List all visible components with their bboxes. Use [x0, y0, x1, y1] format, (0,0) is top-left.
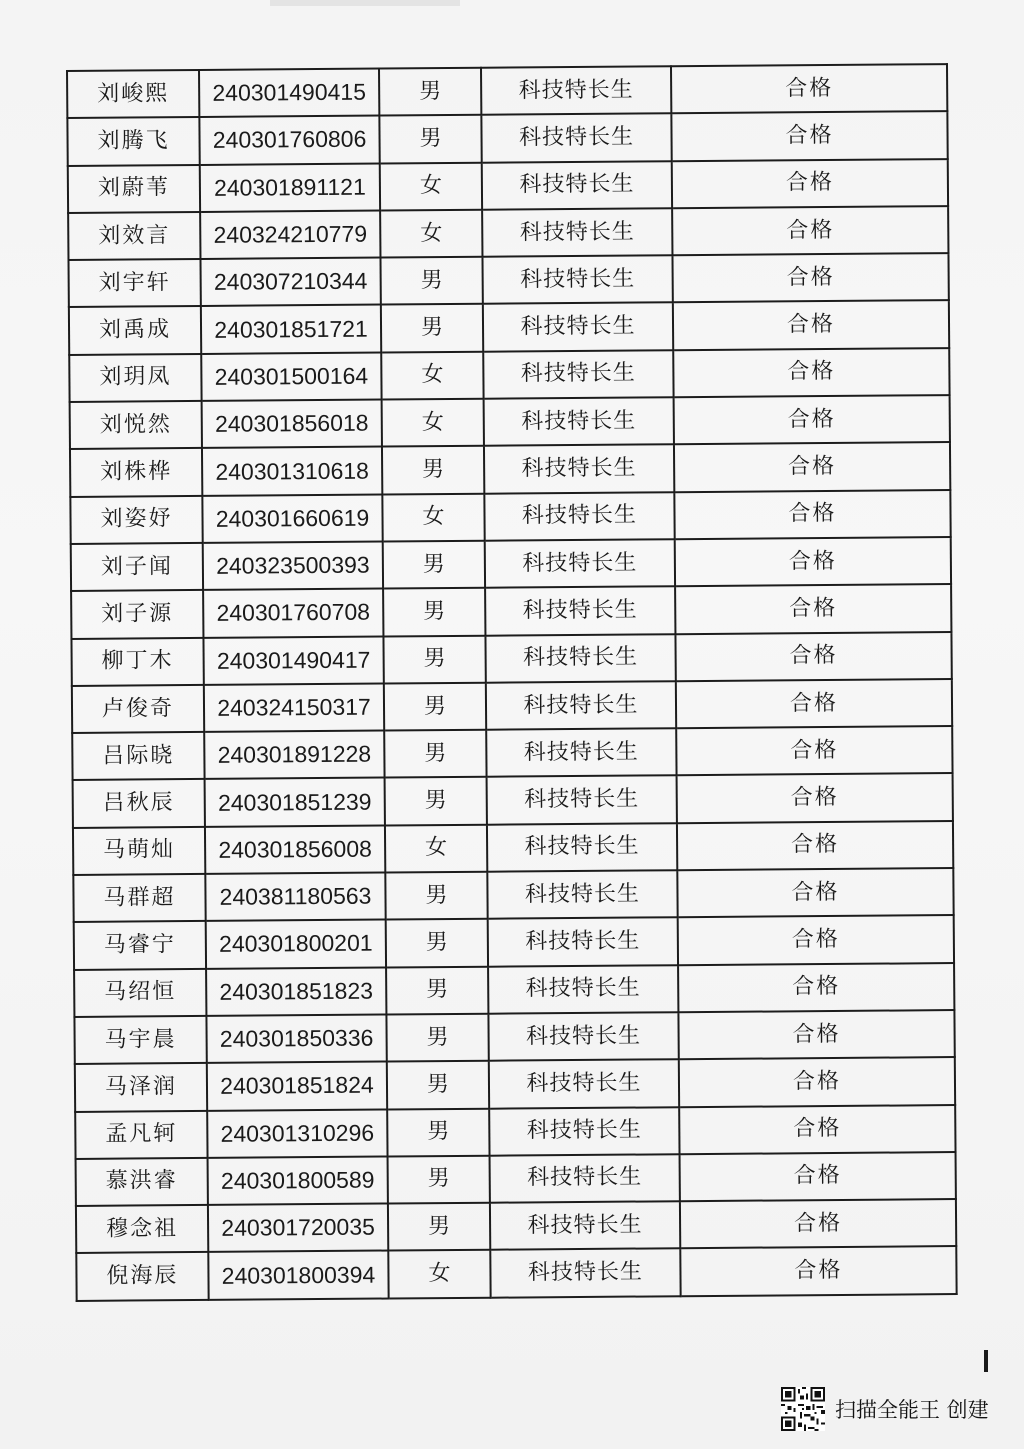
table-row [67, 111, 947, 165]
table-row [75, 1105, 955, 1159]
gender: 男 [381, 304, 483, 352]
table-row [69, 301, 949, 355]
result: 合格 [677, 821, 953, 870]
gender: 女 [381, 352, 483, 400]
category: 科技特长生 [485, 539, 675, 588]
exam-number: 240301760708 [203, 589, 383, 638]
result: 合格 [678, 915, 954, 964]
result: 合格 [672, 253, 948, 302]
student-name: 刘蔚苇 [68, 165, 200, 213]
category: 科技特长生 [482, 161, 672, 210]
category: 科技特长生 [490, 1201, 680, 1250]
table-row [76, 1199, 956, 1253]
exam-number: 240324210779 [200, 210, 380, 259]
table-row [70, 395, 950, 449]
result: 合格 [675, 632, 951, 681]
result: 合格 [672, 159, 948, 208]
result: 合格 [674, 395, 950, 444]
exam-number: 240301856008 [205, 825, 385, 874]
table-row [71, 632, 951, 686]
table-row [73, 774, 953, 828]
exam-number: 240301490417 [203, 636, 383, 685]
result: 合格 [679, 1057, 955, 1106]
student-name: 吕秋辰 [73, 779, 205, 827]
exam-number: 240301490415 [199, 69, 379, 118]
table-row [69, 348, 949, 402]
gender: 男 [379, 68, 481, 116]
table-row [72, 679, 952, 733]
result: 合格 [678, 963, 954, 1012]
category: 科技特长生 [482, 208, 672, 257]
exam-number: 240301851824 [207, 1062, 387, 1111]
exam-number: 240301891228 [204, 731, 384, 780]
student-name: 柳丁木 [71, 638, 203, 686]
gender: 女 [388, 1250, 490, 1298]
qr-code-icon [781, 1387, 825, 1431]
table-row [74, 915, 954, 969]
gender: 男 [384, 683, 486, 731]
student-name: 刘子源 [71, 590, 203, 638]
gender: 男 [379, 115, 481, 163]
category: 科技特长生 [486, 728, 676, 777]
result: 合格 [678, 1010, 954, 1059]
scanner-watermark [781, 1387, 989, 1431]
gender: 男 [383, 541, 485, 589]
student-name: 马泽润 [75, 1063, 207, 1111]
table-row [76, 1246, 956, 1300]
exam-number: 240301660619 [202, 494, 382, 543]
student-name: 马宇晨 [74, 1016, 206, 1064]
exam-number: 240301800201 [206, 920, 386, 969]
category: 科技特长生 [483, 303, 673, 352]
exam-number: 240301851721 [201, 305, 381, 354]
result: 合格 [675, 537, 951, 586]
result: 合格 [671, 111, 947, 160]
table-row [74, 963, 954, 1017]
result: 合格 [679, 1105, 955, 1154]
exam-number: 240301800589 [208, 1156, 388, 1205]
exam-number: 240301851239 [205, 778, 385, 827]
student-name: 刘腾飞 [67, 117, 199, 165]
student-name: 刘峻熙 [67, 70, 199, 118]
table-row [71, 584, 951, 638]
table-row [67, 64, 947, 118]
student-name: 吕际晓 [72, 732, 204, 780]
student-name: 穆念祖 [76, 1205, 208, 1253]
table-row [70, 442, 950, 496]
result: 合格 [675, 584, 951, 633]
exam-number: 240301500164 [201, 352, 381, 401]
category: 科技特长生 [487, 823, 677, 872]
category: 科技特长生 [486, 681, 676, 730]
exam-number: 240301760806 [199, 116, 379, 165]
table-row [73, 821, 953, 875]
table-row [70, 490, 950, 544]
category: 科技特长生 [487, 870, 677, 919]
result: 合格 [674, 442, 950, 491]
student-name: 马萌灿 [73, 827, 205, 875]
gender: 男 [387, 1108, 489, 1156]
exam-number: 240301310296 [207, 1109, 387, 1158]
table-row [68, 253, 948, 307]
gender: 女 [380, 162, 482, 210]
category: 科技特长生 [483, 350, 673, 399]
result: 合格 [677, 868, 953, 917]
gender: 女 [382, 399, 484, 447]
table-row [71, 537, 951, 591]
gender: 男 [385, 872, 487, 920]
student-name: 刘悦然 [70, 401, 202, 449]
category: 科技特长生 [490, 1249, 680, 1298]
category: 科技特长生 [490, 1154, 680, 1203]
gender: 男 [388, 1203, 490, 1251]
result: 合格 [672, 206, 948, 255]
gender: 男 [384, 730, 486, 778]
student-name: 慕洪睿 [76, 1158, 208, 1206]
gender: 男 [383, 588, 485, 636]
student-name: 卢俊奇 [72, 685, 204, 733]
category: 科技特长生 [488, 1012, 678, 1061]
exam-number: 240301310618 [202, 447, 382, 496]
scan-edge-shadow [270, 0, 460, 6]
gender: 男 [380, 257, 482, 305]
category: 科技特长生 [484, 492, 674, 541]
student-name: 刘子闻 [71, 543, 203, 591]
student-name: 马群超 [73, 874, 205, 922]
category: 科技特长生 [487, 776, 677, 825]
result: 合格 [673, 348, 949, 397]
exam-number: 240301850336 [206, 1014, 386, 1063]
student-name: 马睿宁 [74, 921, 206, 969]
roster-body [67, 64, 957, 1301]
gender: 男 [386, 966, 488, 1014]
category: 科技特长生 [484, 445, 674, 494]
student-name: 孟凡轲 [75, 1110, 207, 1158]
gender: 女 [382, 493, 484, 541]
exam-number: 240301800394 [208, 1251, 388, 1300]
gender: 男 [387, 1061, 489, 1109]
result: 合格 [680, 1152, 956, 1201]
exam-number: 240324150317 [204, 683, 384, 732]
gender: 男 [385, 777, 487, 825]
category: 科技特长生 [489, 1107, 679, 1156]
table-row [72, 726, 952, 780]
gender: 女 [385, 824, 487, 872]
category: 科技特长生 [489, 1059, 679, 1108]
category: 科技特长生 [481, 66, 671, 115]
table-row [76, 1152, 956, 1206]
category: 科技特长生 [488, 965, 678, 1014]
category: 科技特长生 [484, 397, 674, 446]
exam-number: 240301851823 [206, 967, 386, 1016]
table-row [74, 1010, 954, 1064]
exam-number: 240301891121 [200, 163, 380, 212]
student-name: 刘效言 [68, 212, 200, 260]
result: 合格 [677, 774, 953, 823]
table-row [68, 159, 948, 213]
table-row [68, 206, 948, 260]
result: 合格 [680, 1246, 956, 1295]
category: 科技特长生 [485, 634, 675, 683]
gender: 男 [382, 446, 484, 494]
student-name: 刘玥凤 [69, 354, 201, 402]
category: 科技特长生 [485, 586, 675, 635]
student-name: 刘株桦 [70, 448, 202, 496]
result: 合格 [680, 1199, 956, 1248]
result: 合格 [676, 679, 952, 728]
exam-number: 240323500393 [203, 541, 383, 590]
roster-table [66, 63, 958, 1302]
exam-number: 240307210344 [200, 258, 380, 307]
exam-number: 240301720035 [208, 1204, 388, 1253]
student-name: 刘姿妤 [70, 496, 202, 544]
table-row [75, 1057, 955, 1111]
exam-number: 240381180563 [205, 873, 385, 922]
student-name: 刘禹成 [69, 306, 201, 354]
exam-number: 240301856018 [202, 400, 382, 449]
gender: 男 [386, 919, 488, 967]
result: 合格 [673, 301, 949, 350]
result: 合格 [674, 490, 950, 539]
gender: 男 [386, 1014, 488, 1062]
gender: 女 [380, 210, 482, 258]
gender: 男 [383, 635, 485, 683]
watermark-text: 扫描全能王 创建 [835, 1398, 989, 1422]
result: 合格 [676, 726, 952, 775]
category: 科技特长生 [481, 114, 671, 163]
student-name: 马绍恒 [74, 969, 206, 1017]
student-name: 倪海辰 [76, 1252, 208, 1300]
result: 合格 [671, 64, 947, 113]
scan-edge-mark [984, 1350, 988, 1372]
category: 科技特长生 [482, 255, 672, 304]
table-row [73, 868, 953, 922]
gender: 男 [388, 1156, 490, 1204]
category: 科技特长生 [488, 918, 678, 967]
student-name: 刘宇轩 [68, 259, 200, 307]
